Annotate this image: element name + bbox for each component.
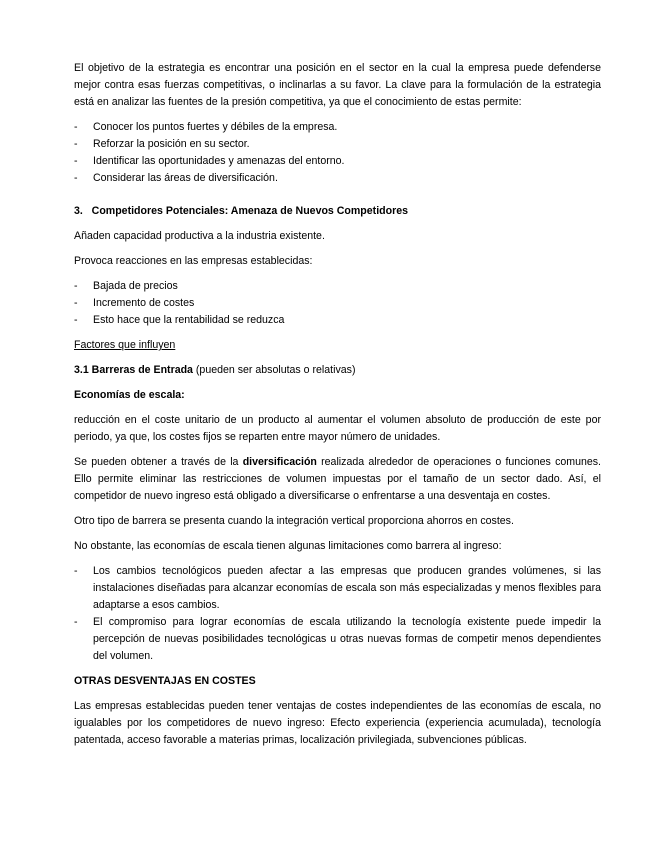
dash-bullet: -: [74, 314, 78, 326]
diversification-paragraph: Se pueden obtener a través de la diversificación realizada alrededor de operaciones o funciones comunes. Ello permite eliminar las restricciones de volumen impuestas por el tamaño de un sector dado. Así, el competidor de nuevo ingreso está obligado a diversificarse o enfrentarse a una desventaja en costes.: [74, 456, 601, 502]
dash-bullet: -: [74, 280, 78, 292]
document-body: [74, 60, 601, 757]
list-item: - El compromiso para lograr economías de escala utilizando la tecnología existente puede impedir la percepción de nuevas posibilidades tecnológicas u otras nuevas formas de competir menos dependientes del volumen.: [74, 616, 601, 662]
capacity-paragraph: Añaden capacidad productiva a la industria existente.: [74, 230, 325, 242]
section-3-heading: 3. Competidores Potenciales: Amenaza de Nuevos Competidores: [74, 205, 408, 217]
limitations-paragraph: No obstante, las economías de escala tienen algunas limitaciones como barrera al ingreso:: [74, 540, 502, 552]
dash-bullet: -: [74, 565, 78, 577]
limitations-list: [74, 563, 601, 665]
intro-paragraph: El objetivo de la estrategia es encontrar una posición en el sector en la cual la empresa puede defenderse mejor contra esas fuerzas competitivas, o inclinarlas a su favor. La clave para la formulación de la estrategia está en analizar las fuentes de la presión competitiva, ya que el conocimiento de estas permite:: [74, 62, 601, 108]
list-item: - Conocer los puntos fuertes y débiles de la empresa.: [74, 119, 601, 136]
diversification-term: diversificación: [242, 456, 317, 468]
dash-bullet: -: [74, 155, 78, 167]
other-costs-paragraph: Las empresas establecidas pueden tener ventajas de costes independientes de las economías de escala, no igualables por los competidores de nuevo ingreso: Efecto experiencia (experiencia acumulada), tecnología patentada, acceso favorable a materias primas, localización privilegiada, subvenciones públicas.: [74, 700, 601, 746]
barriers-title: 3.1 Barreras de Entrada: [74, 364, 193, 376]
dash-bullet: -: [74, 138, 78, 150]
other-costs-heading: OTRAS DESVENTAJAS EN COSTES: [74, 675, 256, 687]
economies-heading: Economías de escala:: [74, 389, 185, 401]
list-item: - Los cambios tecnológicos pueden afectar a las empresas que producen grandes volúmenes, si las instalaciones diseñadas para alcanzar economías de escala son más especializadas y menos flexibles para adaptarse a esos cambios.: [74, 565, 601, 611]
reactions-list: [74, 278, 601, 329]
dash-bullet: -: [74, 172, 78, 184]
list-item: - Esto hace que la rentabilidad se reduzca: [74, 312, 601, 329]
dash-bullet: -: [74, 121, 78, 133]
list-item: - Reforzar la posición en su sector.: [74, 136, 601, 153]
dash-bullet: -: [74, 297, 78, 309]
vertical-integration-paragraph: Otro tipo de barrera se presenta cuando la integración vertical proporciona ahorros en costes.: [74, 515, 514, 527]
reduction-paragraph: reducción en el coste unitario de un producto al aumentar el volumen absoluto de producción de este por periodo, ya que, los costes fijos se reparten entre mayor número de unidades.: [74, 414, 601, 443]
list-item: - Considerar las áreas de diversificación.: [74, 170, 601, 187]
knowledge-list: [74, 119, 601, 187]
barriers-heading: [74, 362, 601, 379]
list-item: - Identificar las oportunidades y amenazas del entorno.: [74, 153, 601, 170]
factors-heading: Factores que influyen: [74, 339, 176, 351]
list-item: - Bajada de precios: [74, 278, 601, 295]
dash-bullet: -: [74, 616, 78, 628]
barriers-note: (pueden ser absolutas o relativas): [192, 364, 356, 376]
list-item: - Incremento de costes: [74, 295, 601, 312]
reactions-paragraph: Provoca reacciones en las empresas establecidas:: [74, 255, 313, 267]
